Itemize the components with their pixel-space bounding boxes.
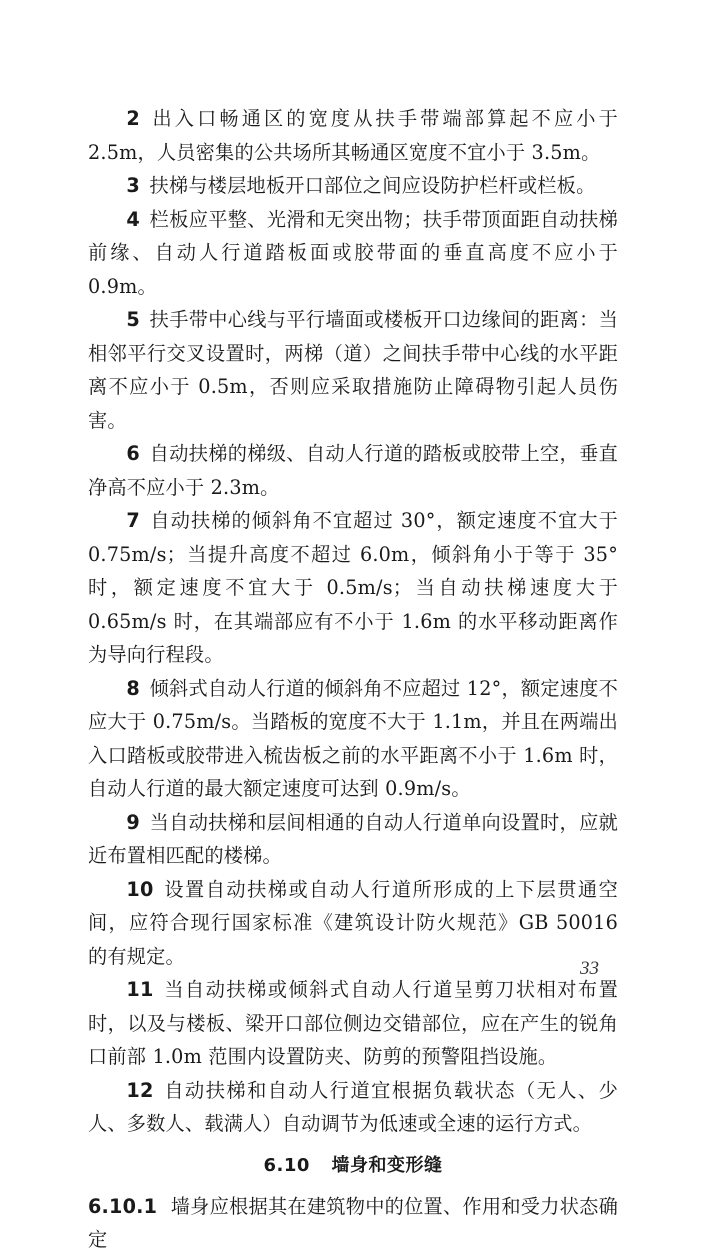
item-text: 当自动扶梯或倾斜式自动人行道呈剪刀状相对布置时，以及与楼板、梁开口部位侧边交错部位，应在产生的锐角口前部 1.0m 范围内设置防夹、防剪的预警阻挡设施。 <box>88 978 618 1068</box>
section-title: 墙身和变形缝 <box>331 1154 443 1176</box>
section-number: 6.10 <box>263 1154 310 1176</box>
item-text: 扶梯与楼层地板开口部位之间应设防护栏杆或栏板。 <box>149 174 596 197</box>
clause-6-10-1 <box>88 1190 618 1257</box>
clause-text: 墙身应根据其在建筑物中的位置、作用和受力状态确定 <box>88 1194 618 1251</box>
item-text: 设置自动扶梯或自动人行道所形成的上下层贯通空间，应符合现行国家标准《建筑设计防火规范》GB 50016 的有规定。 <box>88 877 618 968</box>
list-item-7 <box>88 504 618 672</box>
list-item-3 <box>88 169 618 203</box>
item-number: 10 <box>126 877 154 901</box>
item-number: 7 <box>126 509 140 532</box>
item-number: 8 <box>126 676 140 700</box>
item-text: 当自动扶梯和层间相通的自动人行道单向设置时，应就近布置相匹配的楼梯。 <box>88 810 618 867</box>
section-heading <box>88 1149 618 1182</box>
clause-number: 6.10.1 <box>88 1194 158 1218</box>
item-text: 扶手带中心线与平行墙面或楼板开口边缘间的距离：当相邻平行交叉设置时，两梯（道）之间扶手带中心线的水平距离不应小于 0.5m，否则应采取措施防止障碍物引起人员伤害。 <box>88 308 618 432</box>
list-item-9 <box>88 806 618 873</box>
list-item-5 <box>88 303 618 437</box>
list-item-12 <box>88 1074 618 1141</box>
item-number: 5 <box>126 308 140 331</box>
item-number: 11 <box>126 978 154 1001</box>
item-number: 4 <box>126 207 140 231</box>
item-number: 2 <box>126 107 140 130</box>
item-number: 12 <box>126 1078 154 1102</box>
item-text: 出入口畅通区的宽度从扶手带端部算起不应小于 2.5m，人员密集的公共场所其畅通区宽度不宜小于 3.5m。 <box>88 107 618 164</box>
list-item-4 <box>88 203 618 304</box>
list-item-6 <box>88 437 618 504</box>
page-number: 33 <box>580 958 599 979</box>
document-body <box>88 102 618 1257</box>
item-text: 自动扶梯的倾斜角不宜超过 30°，额定速度不宜大于 0.75m/s；当提升高度不超过 6.0m，倾斜角小于等于 35°时，额定速度不宜大于 0.5m/s；当自动扶梯速度大于 0.65m/s 时，在其端部应有不小于 1.6m 的水平移动距离作为导向行程段。 <box>88 509 618 666</box>
item-text: 倾斜式自动人行道的倾斜角不应超过 12°，额定速度不应大于 0.75m/s。当踏板的宽度不大于 1.1m，并且在两端出入口踏板或胶带进入梳齿板之前的水平距离不小于 1.6m 时，自动人行道的最大额定速度可达到 0.9m/s。 <box>88 676 618 800</box>
item-text: 自动扶梯的梯级、自动人行道的踏板或胶带上空，垂直净高不应小于 2.3m。 <box>88 442 618 499</box>
item-number: 6 <box>126 442 140 465</box>
item-text: 自动扶梯和自动人行道宜根据负载状态（无人、少人、多数人、载满人）自动调节为低速或全速的运行方式。 <box>88 1078 618 1135</box>
item-number: 9 <box>126 810 140 834</box>
list-item-2 <box>88 102 618 169</box>
list-item-8 <box>88 672 618 806</box>
item-text: 栏板应平整、光滑和无突出物；扶手带顶面距自动扶梯前缘、自动人行道踏板面或胶带面的垂直高度不应小于 0.9m。 <box>88 207 618 298</box>
item-number: 3 <box>126 174 140 197</box>
list-item-10 <box>88 873 618 974</box>
list-item-11 <box>88 973 618 1074</box>
